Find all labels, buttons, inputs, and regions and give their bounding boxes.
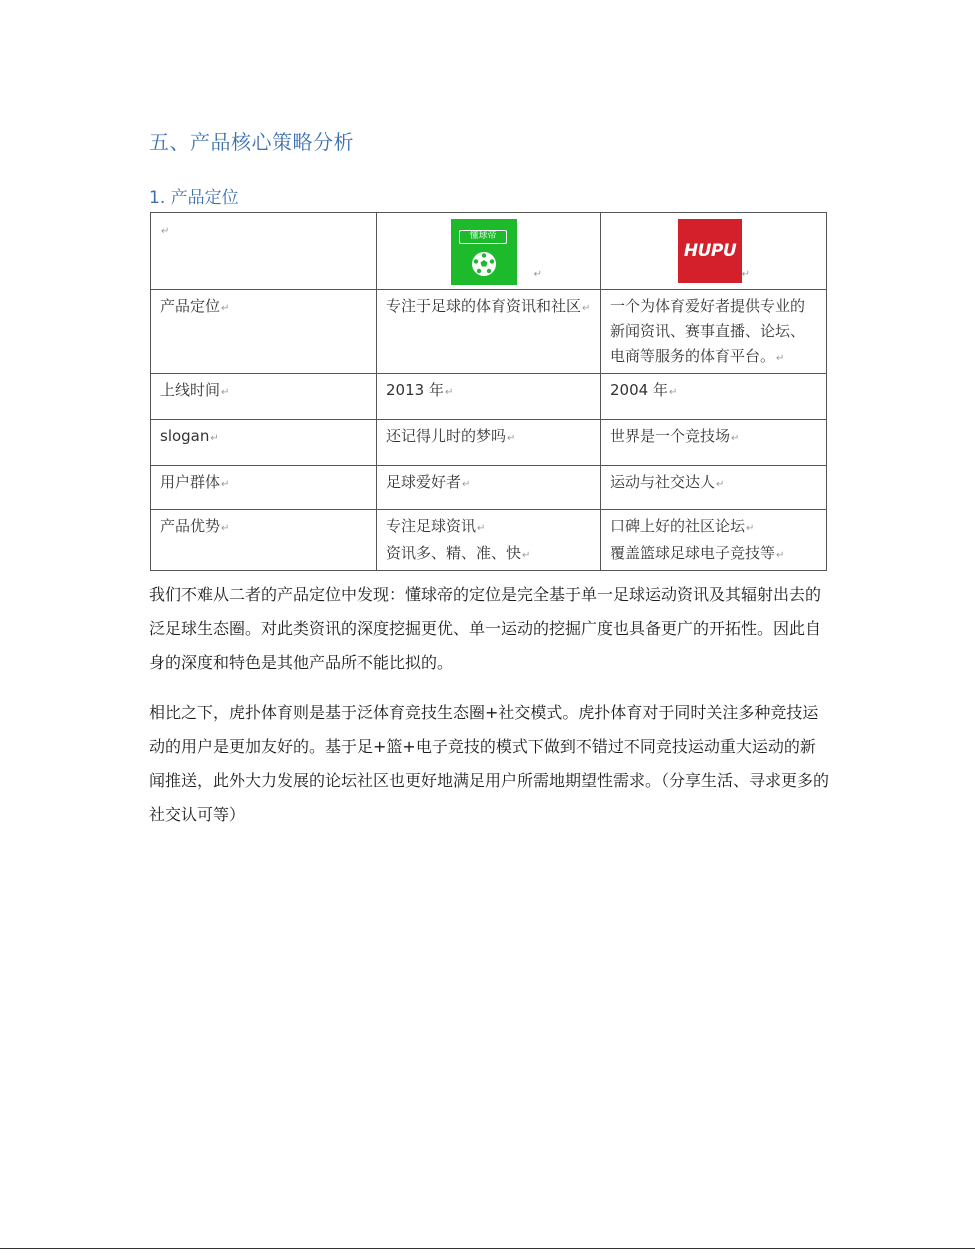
comparison-table — [150, 212, 827, 571]
paragraph-mark-icon: ↵ — [533, 269, 542, 280]
row-label: 产品优势↵ — [151, 510, 377, 571]
page-bottom-rule — [0, 1248, 975, 1249]
hupu-logo: HUPU — [678, 219, 742, 283]
body-paragraph: 相比之下，虎扑体育则是基于泛体育竞技生态圈+社交模式。虎扑体育对于同时关注多种竞技运动的用户是更加友好的。基于足+篮+电子竞技的模式下做到不错过不同竞技运动重大运动的新闻推送，此外大力发展的论坛社区也更好地满足用户所需地期望性需求。（分享生活、寻求更多的社交认可等） — [149, 703, 830, 824]
dongqiudi-cell: 专注于足球的体育资讯和社区↵ — [377, 290, 601, 374]
hupu-cell: 2004 年↵ — [601, 374, 827, 420]
row-label: slogan↵ — [151, 420, 377, 466]
row-label: 产品定位↵ — [151, 290, 377, 374]
table-row — [151, 420, 827, 466]
dongqiudi-cell: 还记得儿时的梦吗↵ — [377, 420, 601, 466]
hupu-cell: 一个为体育爱好者提供专业的新闻资讯、赛事直播、论坛、电商等服务的体育平台。↵ — [601, 290, 827, 374]
table-row — [151, 374, 827, 420]
dongqiudi-logo-cell — [377, 213, 601, 290]
hupu-cell: 运动与社交达人↵ — [601, 466, 827, 510]
table-row — [151, 466, 827, 510]
table-row — [151, 290, 827, 374]
hupu-cell: 世界是一个竞技场↵ — [601, 420, 827, 466]
row-label: 用户群体↵ — [151, 466, 377, 510]
dongqiudi-cell: 专注足球资讯↵ 资讯多、精、准、快↵ — [377, 510, 601, 571]
section-title: 五、产品核心策略分析 — [149, 130, 354, 154]
dongqiudi-logo-text: 懂球帝 — [459, 230, 507, 244]
dongqiudi-cell: 2013 年↵ — [377, 374, 601, 420]
header-empty-cell — [151, 213, 377, 290]
dongqiudi-cell: 足球爱好者↵ — [377, 466, 601, 510]
table-row — [151, 510, 827, 571]
table-header-row — [151, 213, 827, 290]
hupu-logo-cell — [601, 213, 827, 290]
paragraph-mark-icon: ↵ — [161, 226, 170, 237]
paragraph-mark-icon: ↵ — [741, 269, 750, 280]
soccer-ball-icon — [472, 252, 496, 276]
body-paragraph: 我们不难从二者的产品定位中发现：懂球帝的定位是完全基于单一足球运动资讯及其辐射出去的泛足球生态圈。对此类资讯的深度挖掘更优、单一运动的挖掘广度也具备更广的开拓性。因此自身的深度和特色是其他产品所不能比拟的。 — [149, 585, 822, 672]
hupu-cell: 口碑上好的社区论坛↵ 覆盖篮球足球电子竞技等↵ — [601, 510, 827, 571]
dongqiudi-logo — [451, 219, 517, 285]
row-label: 上线时间↵ — [151, 374, 377, 420]
subsection-title: 1. 产品定位 — [149, 188, 239, 208]
